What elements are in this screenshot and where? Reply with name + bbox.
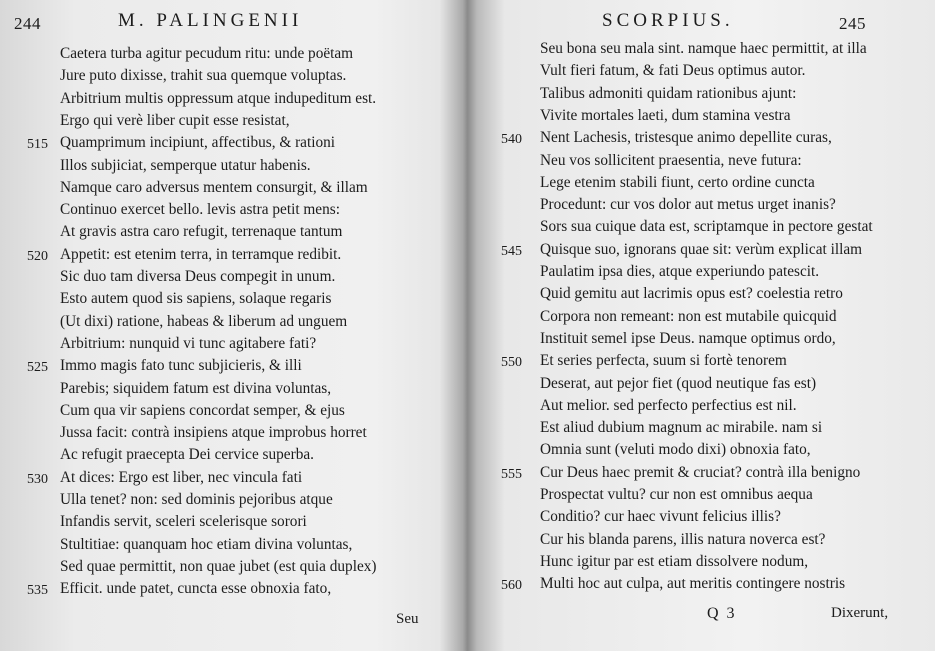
verse-line: Ergo qui verè liber cupit esse resistat, [60,111,290,129]
catchword: Seu [396,611,419,627]
verse-line: Vivite mortales laeti, dum stamina vestra [540,106,791,124]
verse-line: Neu vos sollicitent praesentia, neve futura: [540,151,802,169]
line-number: 550 [501,355,522,371]
page-number: 245 [839,14,866,33]
verse-line: Illos subjiciat, semperque utatur habenis. [60,156,311,174]
verse-line: Nent Lachesis, tristesque animo depellite curas, [540,129,832,147]
verse-line: Quamprimum incipiunt, affectibus, & rationi [60,134,336,152]
verse-line: Vult fieri fatum, & fati Deus optimus autor. [540,62,806,80]
verse-line: Conditio? cur haec vivunt felicius illis? [540,508,781,526]
line-number: 525 [27,360,48,376]
line-number: 515 [27,137,48,153]
verse-line: Procedunt: cur vos dolor aut metus urget inanis? [540,196,836,214]
verse-line: Est aliud dubium magnum ac mirabile. nam si [540,419,823,437]
verse-line: Continuo exercet bello. levis astra petit mens: [60,201,340,219]
verse-line: Hunc igitur par est etiam dissolvere nodum, [540,552,809,570]
verse-line: Lege etenim stabili fiunt, certo ordine cuncta [540,173,815,191]
line-number: 555 [501,466,522,482]
line-number: 545 [501,243,522,259]
verse-line: Sic duo tam diversa Deus compegit in unum. [60,268,336,285]
verse-line: At dices: Ergo est liber, nec vincula fati [60,468,303,486]
running-head: SCORPIUS. [602,10,734,31]
verse-line: Stultitiae: quanquam hoc etiam divina voluntas, [60,535,353,553]
verse-line: Quid gemitu aut lacrimis opus est? coelestia retro [540,285,843,303]
verse-line: Jure puto dixisse, trahit sua quemque voluptas. [60,67,347,85]
line-number: 560 [501,578,522,594]
verse-line: Sed quae permittit, non quae jubet (est quia duplex) [60,557,377,575]
verse-line: Quisque suo, ignorans quae sit: verùm explicat illam [540,240,863,258]
verse-line: Aut melior. sed perfecto perfectius est nil. [540,396,797,414]
verse-line: Appetit: est etenim terra, in terramque redibit. [60,245,342,263]
verse-line: Ulla tenet? non: sed dominis pejoribus atque [60,491,333,508]
line-number: 540 [501,132,522,148]
verse-line: Deserat, aut pejor fiet (quod neutique fas est) [540,374,817,392]
verse-line: Esto autem quod sis sapiens, solaque regaris [60,290,332,308]
left-page [0,0,455,651]
verse-line: At gravis astra caro refugit, terrenaque tantum [60,223,343,241]
verse-line: Cur his blanda parens, illis natura noverca est? [540,530,826,548]
signature-mark: Q 3 [707,605,737,622]
verse-line: Ac refugit praecepta Dei cervice superba. [60,446,314,464]
verse-line: Efficit. unde patet, cuncta esse obnoxia fato, [60,580,332,598]
verse-line: Caetera turba agitur pecudum ritu: unde poëtam [60,45,354,62]
verse-line: Instituit semel ipse Deus. namque optimus ordo, [540,329,836,347]
catchword: Dixerunt, [831,605,889,621]
verse-line: Parebis; siquidem fatum est divina voluntas, [60,379,332,397]
verse-line: Cum qua vir sapiens concordat semper, & ejus [60,401,345,419]
verse-line: Et series perfecta, suum si fortè tenorem [540,352,787,370]
running-head: M. PALINGENII [118,10,303,31]
verse-line: Infandis servit, sceleri scelerisque sorori [60,513,307,531]
verse-line: Cur Deus haec premit & cruciat? contrà illa benigno [540,463,861,481]
verse-line: Seu bona seu mala sint. namque haec permittit, at illa [540,40,867,57]
verse-line: Omnia sunt (veluti modo dixi) obnoxia fato, [540,441,811,459]
verse-line: Talibus admoniti quidam rationibus ajunt: [540,84,797,102]
line-number: 530 [27,471,48,487]
verse-line: Namque caro adversus mentem consurgit, & illam [60,178,368,196]
verse-line: Jussa facit: contrà insipiens atque improbus horret [60,424,367,442]
line-number: 535 [27,583,48,599]
verse-line: Prospectat vultu? cur non est omnibus aequa [540,486,813,503]
page-number: 244 [14,14,41,33]
verse-line: Arbitrium multis oppressum atque indupeditum est. [60,89,377,107]
verse-line: Multi hoc aut culpa, aut meritis contingere nostris [540,575,846,593]
verse-line: Arbitrium: nunquid vi tunc agitabere fati? [60,334,317,352]
right-page [455,0,935,651]
verse-line: Immo magis fato tunc subjicieris, & illi [60,357,302,375]
verse-line: (Ut dixi) ratione, habeas & liberum ad unguem [60,312,348,330]
verse-line: Paulatim ipsa dies, atque experiundo patescit. [540,263,820,280]
verse-line: Corpora non remeant: non est mutabile quicquid [540,307,837,325]
line-number: 520 [27,248,48,264]
verse-line: Sors sua cuique data est, scriptamque in pectore gestat [540,218,873,236]
